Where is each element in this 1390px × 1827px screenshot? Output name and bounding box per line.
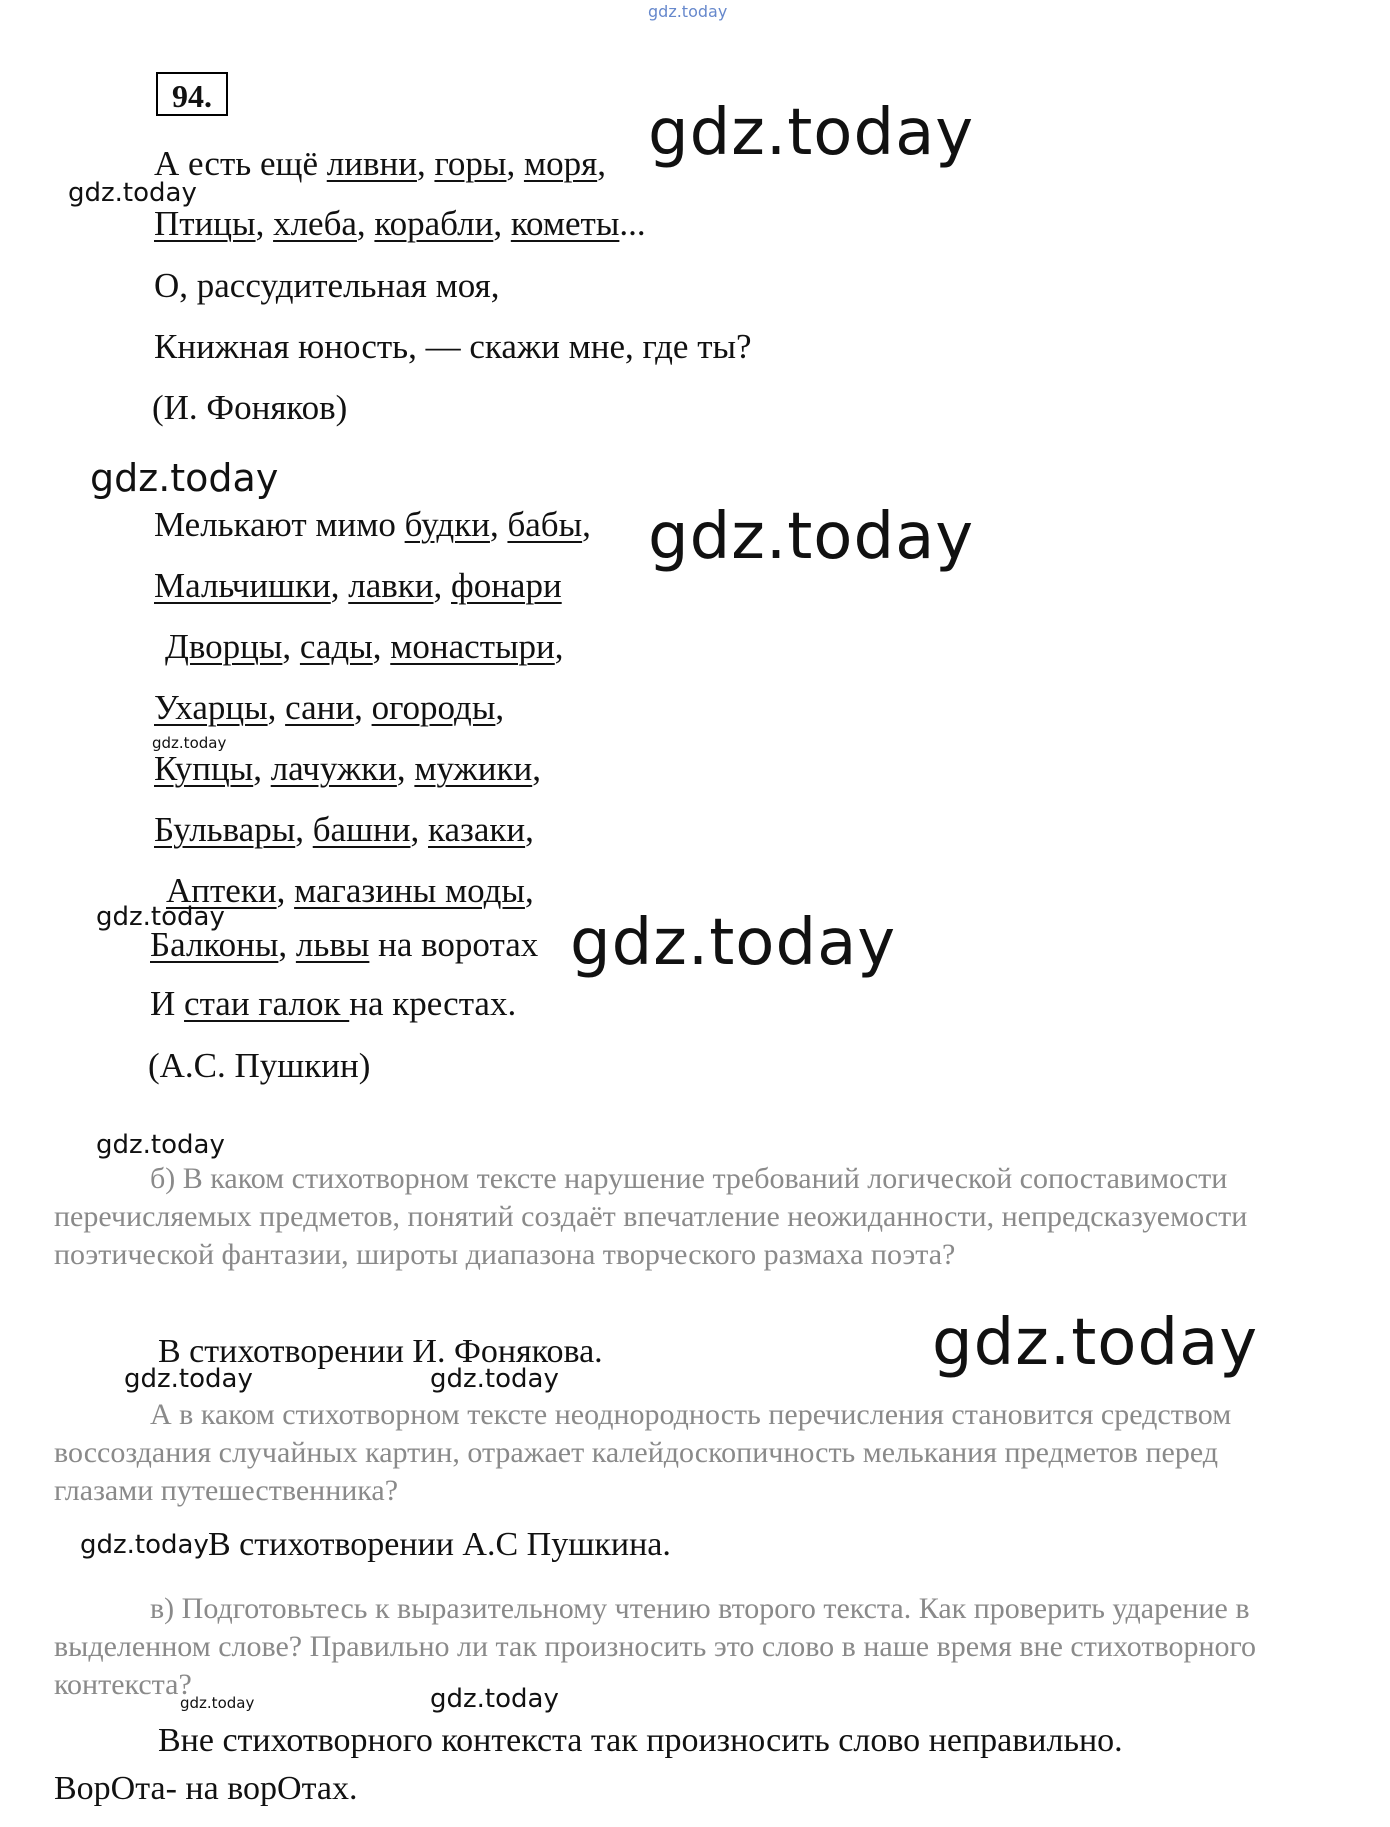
question-c: в) Подготовьтесь к выразительному чтению второго текста. Как проверить ударение в выделенном слове? Правильно ли так произносить это слово в наше время вне стихотворного контекста? bbox=[54, 1592, 1257, 1701]
exercise-number: 94. bbox=[156, 72, 228, 116]
text-segment: А есть ещё bbox=[154, 144, 327, 183]
question-b1: б) В каком стихотворном тексте нарушение требований логической сопоставимости перечисляемых предметов, понятий создаёт впечатление неожиданности, непредсказуемости поэтической фантазии, широты диапазона творческого размаха поэта? bbox=[54, 1162, 1248, 1271]
text-segment: , bbox=[416, 144, 435, 183]
underlined-word: будки bbox=[404, 505, 490, 544]
answer-c-line1: Вне стихотворного контекста так произносить слово неправильно. bbox=[158, 1722, 1123, 1759]
watermark: gdz.today bbox=[152, 734, 227, 752]
underlined-word: ливни bbox=[326, 144, 417, 183]
underlined-word: фонари bbox=[451, 566, 562, 605]
underlined-word: корабли bbox=[374, 204, 494, 243]
text-segment: на крестах. bbox=[349, 984, 517, 1023]
underlined-word: Купцы bbox=[154, 749, 254, 788]
watermark: gdz.today bbox=[96, 1130, 225, 1160]
underlined-word: хлеба bbox=[273, 204, 357, 243]
text-segment: , bbox=[267, 688, 286, 727]
text-segment: , bbox=[253, 749, 271, 788]
watermark: gdz.today bbox=[96, 902, 225, 932]
text-segment: , bbox=[276, 871, 295, 910]
watermark: gdz.today bbox=[570, 906, 897, 980]
underlined-word: горы bbox=[434, 144, 507, 183]
underlined-word: львы bbox=[295, 925, 370, 964]
text-segment: , bbox=[489, 505, 508, 544]
text-segment: , bbox=[330, 566, 349, 605]
poem2-line5 bbox=[154, 749, 541, 789]
underlined-word: Птицы bbox=[154, 204, 256, 243]
text-segment: , bbox=[506, 144, 524, 183]
answer-c-line2: ВорОта- на ворОтах. bbox=[54, 1770, 358, 1807]
text-segment: , bbox=[597, 144, 606, 183]
watermark: gdz.today bbox=[648, 96, 975, 170]
text-segment: , bbox=[410, 810, 428, 849]
text-segment: , bbox=[524, 871, 534, 910]
text-segment: , bbox=[554, 627, 564, 666]
text-segment: , bbox=[396, 749, 415, 788]
watermark: gdz.today bbox=[180, 1694, 255, 1712]
text-segment: , bbox=[278, 925, 296, 964]
text-segment: , bbox=[295, 810, 313, 849]
text-segment: , bbox=[354, 688, 372, 727]
watermark: gdz.today bbox=[68, 178, 197, 208]
watermark: gdz.today bbox=[430, 1684, 559, 1714]
text-segment: И bbox=[150, 984, 185, 1023]
text-segment: ... bbox=[619, 204, 646, 243]
watermark: gdz.today bbox=[648, 2, 728, 21]
text-segment: , bbox=[532, 749, 541, 788]
watermark: gdz.today bbox=[648, 500, 975, 574]
underlined-word: сани bbox=[285, 688, 355, 727]
text-segment: , bbox=[433, 566, 452, 605]
underlined-word: сады bbox=[299, 627, 373, 666]
poem2-author: (А.С. Пушкин) bbox=[148, 1046, 371, 1085]
text-segment: , bbox=[356, 204, 375, 243]
poem2-line6 bbox=[154, 810, 534, 850]
text-segment: , bbox=[582, 505, 591, 544]
underlined-word: Дворцы bbox=[165, 627, 283, 666]
watermark: gdz.today bbox=[90, 456, 279, 500]
underlined-word: лавки bbox=[348, 566, 434, 605]
underlined-word: кометы bbox=[510, 204, 620, 243]
watermark: gdz.today bbox=[80, 1530, 209, 1560]
text-segment: на воротах bbox=[369, 925, 539, 964]
question-b2: А в каком стихотворном тексте неоднородность перечисления становится средством воссоздания случайных картин, отражает калейдоскопичность мелькания предметов перед глазами путешественника? bbox=[54, 1398, 1232, 1507]
poem2-line3 bbox=[165, 627, 564, 667]
text-segment: , bbox=[255, 204, 274, 243]
poem1-line1 bbox=[154, 144, 606, 184]
text-segment: , bbox=[493, 204, 511, 243]
underlined-word: огороды bbox=[371, 688, 496, 727]
underlined-word: лачужки bbox=[270, 749, 397, 788]
underlined-word: моря bbox=[523, 144, 598, 183]
watermark: gdz.today bbox=[430, 1364, 559, 1394]
underlined-word: магазины моды bbox=[294, 871, 525, 910]
text-segment: , bbox=[495, 688, 505, 727]
underlined-word: монастыри bbox=[390, 627, 555, 666]
underlined-word: бабы bbox=[507, 505, 583, 544]
underlined-word: Аптеки bbox=[166, 871, 277, 910]
poem2-line1 bbox=[154, 505, 591, 545]
underlined-word: Бульвары bbox=[154, 810, 296, 849]
answer-b1: В стихотворении И. Фонякова. bbox=[158, 1333, 603, 1370]
underlined-word: казаки bbox=[428, 810, 526, 849]
text-segment: , bbox=[282, 627, 300, 666]
underlined-word: Мальчишки bbox=[154, 566, 331, 605]
poem2-line4 bbox=[154, 688, 504, 728]
underlined-word: Балконы bbox=[150, 925, 279, 964]
poem2-line2 bbox=[154, 566, 562, 606]
text-segment: , bbox=[372, 627, 391, 666]
underlined-word: стаи галок bbox=[184, 984, 350, 1023]
answer-b2: В стихотворении А.С Пушкина. bbox=[208, 1526, 671, 1563]
underlined-word: башни bbox=[312, 810, 411, 849]
poem1-line3: О, рассудительная моя, bbox=[154, 266, 500, 305]
poem1-author: (И. Фоняков) bbox=[152, 388, 348, 427]
text-segment: Мелькают мимо bbox=[154, 505, 405, 544]
watermark: gdz.today bbox=[932, 1306, 1259, 1380]
underlined-word: Ухарцы bbox=[154, 688, 268, 727]
watermark: gdz.today bbox=[124, 1364, 253, 1394]
poem1-line4: Книжная юность, — скажи мне, где ты? bbox=[154, 327, 752, 366]
text-segment: , bbox=[525, 810, 534, 849]
underlined-word: мужики bbox=[414, 749, 533, 788]
poem1-line2 bbox=[154, 204, 646, 244]
poem2-line9 bbox=[150, 984, 516, 1024]
